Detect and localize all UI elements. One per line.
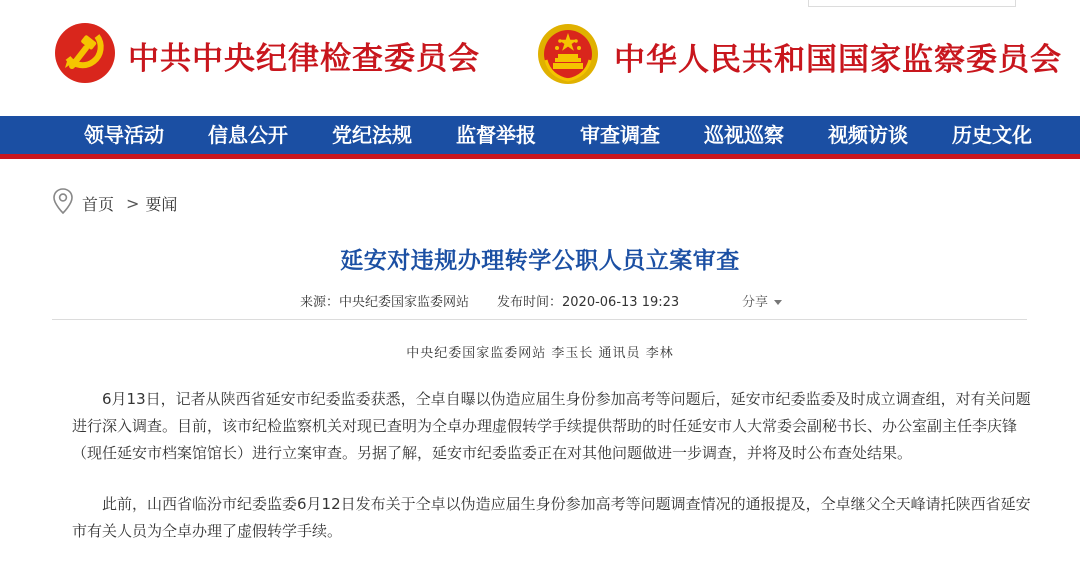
article-publish-time: 发布时间：2020-06-13 19:23 (497, 295, 680, 310)
article-body (72, 386, 1038, 569)
nav-item-history-culture[interactable]: 历史文化 (952, 123, 1032, 147)
article-source: 来源：中央纪委国家监委网站 (300, 295, 470, 310)
nav-item-party-regulations[interactable]: 党纪法规 (332, 123, 412, 147)
article-byline: 中央纪委国家监委网站 李玉长 通讯员 李林 (406, 346, 674, 361)
main-nav (0, 116, 1080, 159)
nsc-title: 中华人民共和国国家监察委员会 (614, 41, 1062, 78)
nav-item-leadership[interactable]: 领导活动 (84, 123, 164, 147)
location-pin-icon (52, 187, 74, 219)
caret-down-icon (774, 300, 782, 305)
meta-divider (52, 319, 1027, 320)
article-title: 延安对违规办理转学公职人员立案审查 (340, 248, 740, 274)
ccdi-brand[interactable] (54, 22, 480, 88)
share-label: 分享 (742, 295, 769, 310)
article-paragraph: 此前，山西省临汾市纪委监委6月12日发布关于仝卓以伪造应届生身份参加高考等问题调查情况的通报提及，仝卓继父仝天峰请托陕西省延安市有关人员为仝卓办理了虚假转学手续。 (72, 495, 1031, 540)
nav-item-supervision-report[interactable]: 监督举报 (456, 123, 536, 147)
breadcrumb-current-link[interactable]: 要闻 (145, 194, 178, 214)
article-paragraph: 6月13日，记者从陕西省延安市纪委监委获悉，仝卓自曝以伪造应届生身份参加高考等问题后，延安市纪委监委及时成立调查组，对有关问题进行深入调查。目前，该市纪检监察机关对现已查明为仝卓办理虚假转学手续提供帮助的时任延安市人大常委会副秘书长、办公室副主任李庆锋（现任延安市档案馆馆长）进行立案审查。另据了解，延安市纪委监委正在对其他问题做进一步调查，并将及时公布查处结果。 (72, 390, 1031, 462)
breadcrumb-separator: > (126, 193, 140, 213)
nsc-brand[interactable] (536, 22, 1062, 90)
share-button[interactable] (742, 291, 782, 310)
nav-item-review-investigation[interactable]: 审查调查 (580, 123, 660, 147)
nav-item-info-disclosure[interactable]: 信息公开 (208, 123, 288, 147)
nav-item-inspection[interactable]: 巡视巡察 (704, 123, 784, 147)
breadcrumb-home-link[interactable]: 首页 (82, 194, 115, 214)
site-header (0, 0, 1080, 116)
nav-item-video-interview[interactable]: 视频访谈 (828, 123, 908, 147)
article-meta (300, 291, 679, 310)
breadcrumb (52, 188, 177, 218)
ccdi-title: 中共中央纪律检查委员会 (128, 40, 480, 77)
hammer-sickle-icon (54, 22, 116, 88)
national-emblem-icon (536, 22, 600, 90)
